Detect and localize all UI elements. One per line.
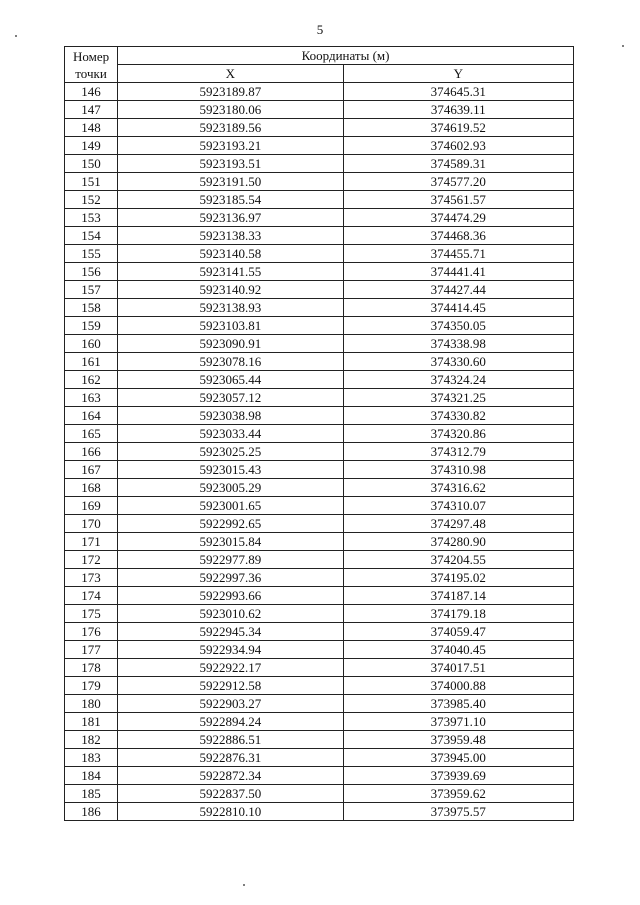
point-number-cell: 178 bbox=[65, 659, 118, 677]
x-coordinate-cell: 5923010.62 bbox=[118, 605, 343, 623]
x-coordinate-cell: 5922810.10 bbox=[118, 803, 343, 821]
y-coordinate-cell: 374338.98 bbox=[343, 335, 573, 353]
table-row bbox=[65, 407, 574, 425]
x-coordinate-cell: 5923015.84 bbox=[118, 533, 343, 551]
point-number-cell: 184 bbox=[65, 767, 118, 785]
point-number-cell: 154 bbox=[65, 227, 118, 245]
x-coordinate-cell: 5923025.25 bbox=[118, 443, 343, 461]
header-point-line2: точки bbox=[75, 65, 107, 81]
x-coordinate-cell: 5923141.55 bbox=[118, 263, 343, 281]
table-row bbox=[65, 749, 574, 767]
x-coordinate-cell: 5923189.56 bbox=[118, 119, 343, 137]
y-coordinate-cell: 374297.48 bbox=[343, 515, 573, 533]
table-row bbox=[65, 119, 574, 137]
header-point-line1: Номер bbox=[72, 48, 110, 64]
point-number-cell: 149 bbox=[65, 137, 118, 155]
point-number-cell: 153 bbox=[65, 209, 118, 227]
point-number-cell: 179 bbox=[65, 677, 118, 695]
point-number-cell: 168 bbox=[65, 479, 118, 497]
x-coordinate-cell: 5923193.21 bbox=[118, 137, 343, 155]
table-row bbox=[65, 713, 574, 731]
x-coordinate-cell: 5922993.66 bbox=[118, 587, 343, 605]
table-row bbox=[65, 677, 574, 695]
y-coordinate-cell: 374310.07 bbox=[343, 497, 573, 515]
point-number-cell: 150 bbox=[65, 155, 118, 173]
x-coordinate-cell: 5923065.44 bbox=[118, 371, 343, 389]
y-coordinate-cell: 374204.55 bbox=[343, 551, 573, 569]
y-coordinate-cell: 374320.86 bbox=[343, 425, 573, 443]
table-row bbox=[65, 641, 574, 659]
x-coordinate-cell: 5923103.81 bbox=[118, 317, 343, 335]
y-coordinate-cell: 374321.25 bbox=[343, 389, 573, 407]
table-row bbox=[65, 137, 574, 155]
y-coordinate-cell: 374414.45 bbox=[343, 299, 573, 317]
header-y: Y bbox=[343, 65, 573, 83]
point-number-cell: 159 bbox=[65, 317, 118, 335]
table-row bbox=[65, 443, 574, 461]
y-coordinate-cell: 374330.60 bbox=[343, 353, 573, 371]
table-row bbox=[65, 209, 574, 227]
y-coordinate-cell: 373959.62 bbox=[343, 785, 573, 803]
point-number-cell: 148 bbox=[65, 119, 118, 137]
x-coordinate-cell: 5923015.43 bbox=[118, 461, 343, 479]
table-row bbox=[65, 659, 574, 677]
y-coordinate-cell: 374040.45 bbox=[343, 641, 573, 659]
header-coordinates: Координаты (м) bbox=[118, 47, 574, 65]
table-row bbox=[65, 551, 574, 569]
coordinates-table bbox=[64, 46, 574, 821]
y-coordinate-cell: 374468.36 bbox=[343, 227, 573, 245]
point-number-cell: 156 bbox=[65, 263, 118, 281]
table-row bbox=[65, 335, 574, 353]
point-number-cell: 171 bbox=[65, 533, 118, 551]
table-row bbox=[65, 281, 574, 299]
y-coordinate-cell: 373975.57 bbox=[343, 803, 573, 821]
x-coordinate-cell: 5922934.94 bbox=[118, 641, 343, 659]
x-coordinate-cell: 5922886.51 bbox=[118, 731, 343, 749]
table-row bbox=[65, 173, 574, 191]
x-coordinate-cell: 5923001.65 bbox=[118, 497, 343, 515]
y-coordinate-cell: 374324.24 bbox=[343, 371, 573, 389]
scan-speck bbox=[243, 884, 245, 886]
table-row bbox=[65, 371, 574, 389]
x-coordinate-cell: 5923078.16 bbox=[118, 353, 343, 371]
y-coordinate-cell: 374330.82 bbox=[343, 407, 573, 425]
y-coordinate-cell: 374441.41 bbox=[343, 263, 573, 281]
y-coordinate-cell: 374474.29 bbox=[343, 209, 573, 227]
y-coordinate-cell: 374310.98 bbox=[343, 461, 573, 479]
table-row bbox=[65, 767, 574, 785]
table-row bbox=[65, 299, 574, 317]
table-row bbox=[65, 263, 574, 281]
point-number-cell: 165 bbox=[65, 425, 118, 443]
x-coordinate-cell: 5922992.65 bbox=[118, 515, 343, 533]
table-row bbox=[65, 533, 574, 551]
point-number-cell: 185 bbox=[65, 785, 118, 803]
header-x: X bbox=[118, 65, 343, 83]
x-coordinate-cell: 5923185.54 bbox=[118, 191, 343, 209]
table-row bbox=[65, 155, 574, 173]
x-coordinate-cell: 5922903.27 bbox=[118, 695, 343, 713]
table-row bbox=[65, 515, 574, 533]
table-row bbox=[65, 731, 574, 749]
point-number-cell: 146 bbox=[65, 83, 118, 101]
y-coordinate-cell: 374280.90 bbox=[343, 533, 573, 551]
point-number-cell: 172 bbox=[65, 551, 118, 569]
x-coordinate-cell: 5923038.98 bbox=[118, 407, 343, 425]
point-number-cell: 169 bbox=[65, 497, 118, 515]
point-number-cell: 152 bbox=[65, 191, 118, 209]
scan-speck bbox=[15, 35, 17, 37]
x-coordinate-cell: 5922922.17 bbox=[118, 659, 343, 677]
table-row bbox=[65, 101, 574, 119]
table-row bbox=[65, 389, 574, 407]
y-coordinate-cell: 374312.79 bbox=[343, 443, 573, 461]
point-number-cell: 155 bbox=[65, 245, 118, 263]
x-coordinate-cell: 5922945.34 bbox=[118, 623, 343, 641]
header-point-number bbox=[65, 47, 118, 83]
point-number-cell: 186 bbox=[65, 803, 118, 821]
point-number-cell: 170 bbox=[65, 515, 118, 533]
point-number-cell: 164 bbox=[65, 407, 118, 425]
point-number-cell: 182 bbox=[65, 731, 118, 749]
x-coordinate-cell: 5922912.58 bbox=[118, 677, 343, 695]
point-number-cell: 151 bbox=[65, 173, 118, 191]
x-coordinate-cell: 5923180.06 bbox=[118, 101, 343, 119]
x-coordinate-cell: 5922837.50 bbox=[118, 785, 343, 803]
table-row bbox=[65, 227, 574, 245]
point-number-cell: 163 bbox=[65, 389, 118, 407]
x-coordinate-cell: 5923189.87 bbox=[118, 83, 343, 101]
point-number-cell: 183 bbox=[65, 749, 118, 767]
point-number-cell: 161 bbox=[65, 353, 118, 371]
y-coordinate-cell: 374645.31 bbox=[343, 83, 573, 101]
x-coordinate-cell: 5923140.92 bbox=[118, 281, 343, 299]
y-coordinate-cell: 374059.47 bbox=[343, 623, 573, 641]
y-coordinate-cell: 374179.18 bbox=[343, 605, 573, 623]
x-coordinate-cell: 5923191.50 bbox=[118, 173, 343, 191]
point-number-cell: 147 bbox=[65, 101, 118, 119]
y-coordinate-cell: 374427.44 bbox=[343, 281, 573, 299]
x-coordinate-cell: 5923140.58 bbox=[118, 245, 343, 263]
x-coordinate-cell: 5922894.24 bbox=[118, 713, 343, 731]
x-coordinate-cell: 5922997.36 bbox=[118, 569, 343, 587]
table-row bbox=[65, 587, 574, 605]
point-number-cell: 166 bbox=[65, 443, 118, 461]
y-coordinate-cell: 373971.10 bbox=[343, 713, 573, 731]
table-row bbox=[65, 497, 574, 515]
table-row bbox=[65, 695, 574, 713]
y-coordinate-cell: 374017.51 bbox=[343, 659, 573, 677]
table-row bbox=[65, 317, 574, 335]
x-coordinate-cell: 5922876.31 bbox=[118, 749, 343, 767]
point-number-cell: 177 bbox=[65, 641, 118, 659]
y-coordinate-cell: 374195.02 bbox=[343, 569, 573, 587]
table-row bbox=[65, 785, 574, 803]
point-number-cell: 167 bbox=[65, 461, 118, 479]
table-row bbox=[65, 479, 574, 497]
x-coordinate-cell: 5923033.44 bbox=[118, 425, 343, 443]
point-number-cell: 181 bbox=[65, 713, 118, 731]
table-row bbox=[65, 191, 574, 209]
x-coordinate-cell: 5922872.34 bbox=[118, 767, 343, 785]
table-row bbox=[65, 623, 574, 641]
table-row bbox=[65, 461, 574, 479]
x-coordinate-cell: 5922977.89 bbox=[118, 551, 343, 569]
table-row bbox=[65, 569, 574, 587]
x-coordinate-cell: 5923138.93 bbox=[118, 299, 343, 317]
table-header bbox=[65, 47, 574, 83]
y-coordinate-cell: 374350.05 bbox=[343, 317, 573, 335]
header-row-bottom bbox=[65, 65, 574, 83]
x-coordinate-cell: 5923057.12 bbox=[118, 389, 343, 407]
page-number: 5 bbox=[316, 22, 324, 37]
x-coordinate-cell: 5923193.51 bbox=[118, 155, 343, 173]
y-coordinate-cell: 374639.11 bbox=[343, 101, 573, 119]
y-coordinate-cell: 374561.57 bbox=[343, 191, 573, 209]
x-coordinate-cell: 5923138.33 bbox=[118, 227, 343, 245]
y-coordinate-cell: 374187.14 bbox=[343, 587, 573, 605]
table-row bbox=[65, 605, 574, 623]
y-coordinate-cell: 374000.88 bbox=[343, 677, 573, 695]
table-row bbox=[65, 83, 574, 101]
point-number-cell: 175 bbox=[65, 605, 118, 623]
point-number-cell: 180 bbox=[65, 695, 118, 713]
point-number-cell: 174 bbox=[65, 587, 118, 605]
y-coordinate-cell: 374589.31 bbox=[343, 155, 573, 173]
y-coordinate-cell: 374577.20 bbox=[343, 173, 573, 191]
x-coordinate-cell: 5923136.97 bbox=[118, 209, 343, 227]
y-coordinate-cell: 373939.69 bbox=[343, 767, 573, 785]
point-number-cell: 160 bbox=[65, 335, 118, 353]
table-row bbox=[65, 353, 574, 371]
y-coordinate-cell: 373959.48 bbox=[343, 731, 573, 749]
y-coordinate-cell: 373945.00 bbox=[343, 749, 573, 767]
x-coordinate-cell: 5923005.29 bbox=[118, 479, 343, 497]
table-row bbox=[65, 425, 574, 443]
point-number-cell: 176 bbox=[65, 623, 118, 641]
y-coordinate-cell: 374619.52 bbox=[343, 119, 573, 137]
point-number-cell: 157 bbox=[65, 281, 118, 299]
y-coordinate-cell: 374602.93 bbox=[343, 137, 573, 155]
y-coordinate-cell: 373985.40 bbox=[343, 695, 573, 713]
y-coordinate-cell: 374455.71 bbox=[343, 245, 573, 263]
x-coordinate-cell: 5923090.91 bbox=[118, 335, 343, 353]
y-coordinate-cell: 374316.62 bbox=[343, 479, 573, 497]
point-number-cell: 158 bbox=[65, 299, 118, 317]
table-row bbox=[65, 803, 574, 821]
header-row-top bbox=[65, 47, 574, 65]
point-number-cell: 173 bbox=[65, 569, 118, 587]
table-row bbox=[65, 245, 574, 263]
point-number-cell: 162 bbox=[65, 371, 118, 389]
scan-speck bbox=[622, 45, 624, 47]
table-body bbox=[65, 83, 574, 821]
